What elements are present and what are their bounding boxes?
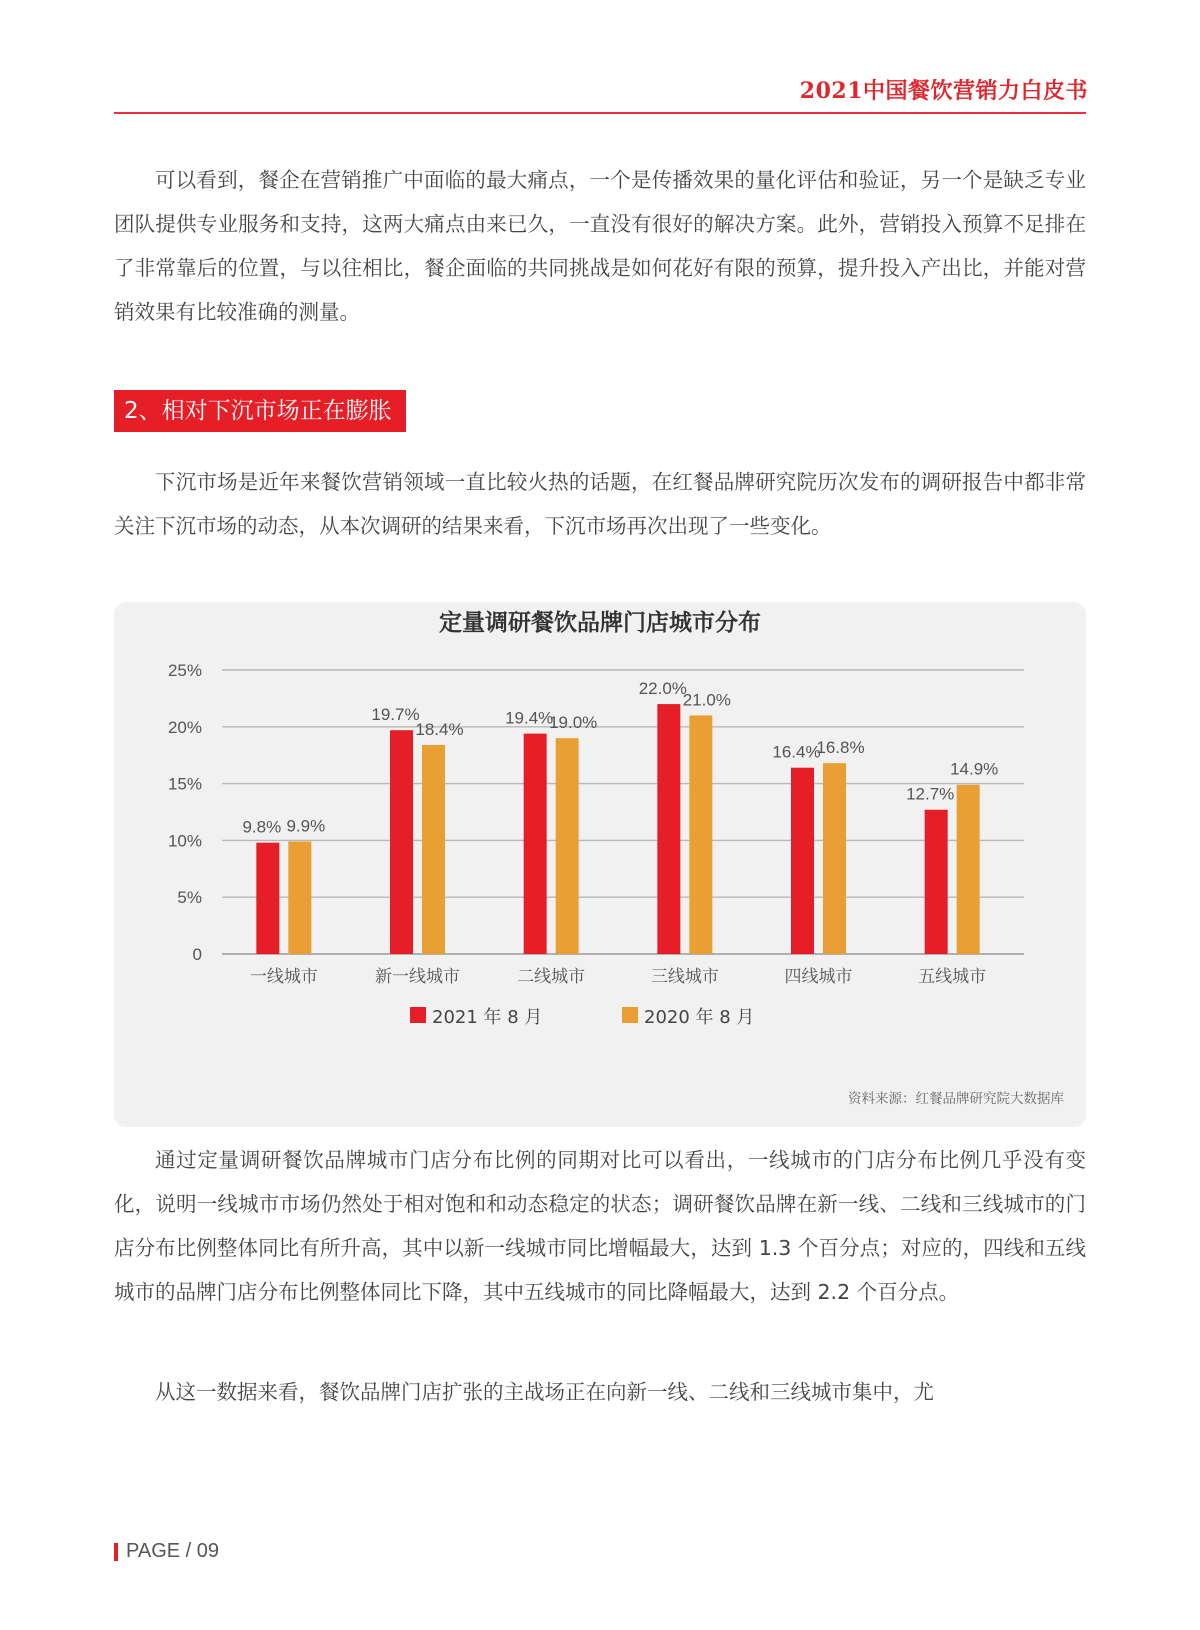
page-footer [114,1540,219,1563]
data-label: 19.4% [505,708,554,728]
legend-label: 2020 年 8 月 [644,1007,755,1028]
section-heading: 2、相对下沉市场正在膨胀 [114,390,406,432]
x-tick-label: 二线城市 [517,967,586,987]
legend-label: 2021 年 8 月 [432,1007,543,1028]
bar-2021 [925,810,948,954]
chart-title: 定量调研餐饮品牌门店城市分布 [439,610,761,636]
bar-2021 [657,704,680,954]
y-tick-label: 5% [177,888,202,908]
data-label: 12.7% [906,784,955,804]
y-tick-label: 0 [192,945,202,964]
bar-2021 [256,843,279,954]
y-tick-label: 25% [167,661,202,680]
paragraph-lower-tier-intro: 下沉市场是近年来餐饮营销领域一直比较火热的话题，在红餐品牌研究院历次发布的调研报告中都非常关注下沉市场的动态，从本次调研的结果来看，下沉市场再次出现了一些变化。 [114,470,1086,538]
y-tick-label: 20% [167,717,202,737]
x-tick-label: 新一线城市 [375,967,460,987]
paragraph-pain-points: 可以看到，餐企在营销推广中面临的最大痛点，一个是传播效果的量化评估和验证，另一个是缺乏专业团队提供专业服务和支持，这两大痛点由来已久，一直没有很好的解决方案。此外，营销投入预算不足排在了非常靠后的位置，与以往相比，餐企面临的共同挑战是如何花好有限的预算，提升投入产出比，并能对营销效果有比较准确的测量。 [114,168,1086,324]
data-label: 9.9% [286,816,326,836]
bar-2020 [823,763,846,954]
bar-2021 [791,768,814,954]
bar-2021 [524,734,547,954]
bar-2020 [422,745,445,954]
data-label: 9.8% [242,817,282,837]
header-divider [114,112,1086,114]
data-label: 19.7% [371,705,420,725]
header-title: 2021中国餐饮营销力白皮书 [799,78,1088,104]
bar-2020 [288,842,311,954]
bar-2020 [957,785,980,954]
page-number: PAGE / 09 [126,1540,220,1562]
x-tick-label: 四线城市 [784,967,853,987]
data-label: 16.8% [816,738,865,758]
data-label: 19.0% [549,713,598,733]
x-tick-label: 一线城市 [249,967,318,987]
chart-source-note: 资料来源：红餐品牌研究院大数据库 [848,1091,1064,1107]
paragraph-analysis: 通过定量调研餐饮品牌城市门店分布比例的同期对比可以看出，一线城市的门店分布比例几乎没有变化，说明一线城市市场仍然处于相对饱和和动态稳定的状态；调研餐饮品牌在新一线、二线和三线城市的门店分布比例整体同比有所升高，其中以新一线城市同比增幅最大，达到 1.3 个百分点；对应的，四线和五线城市的品牌门店分布比例整体同比下降，其中五线城市的同比降幅最大，达到 2.2 个百分点。 [114,1148,1086,1304]
data-label: 18.4% [415,719,464,739]
data-label: 14.9% [950,759,999,779]
data-label: 21.0% [682,690,731,710]
paragraph-conclusion: 从这一数据来看，餐饮品牌门店扩张的主战场正在向新一线、二线和三线城市集中，尤 [155,1380,934,1404]
data-label: 22.0% [638,679,687,699]
x-tick-label: 五线城市 [918,967,987,987]
bar-2020 [689,715,712,954]
bar-chart [114,602,1086,1127]
data-label: 16.4% [772,742,821,762]
chart-card [114,602,1086,1127]
bar-2020 [556,738,579,954]
y-tick-label: 15% [167,774,202,794]
y-tick-label: 10% [167,831,202,851]
x-tick-label: 三线城市 [650,967,719,987]
bar-2021 [390,730,413,954]
footer-accent-bar [114,1543,118,1561]
legend-swatch [622,1007,638,1023]
legend-swatch [410,1007,426,1023]
